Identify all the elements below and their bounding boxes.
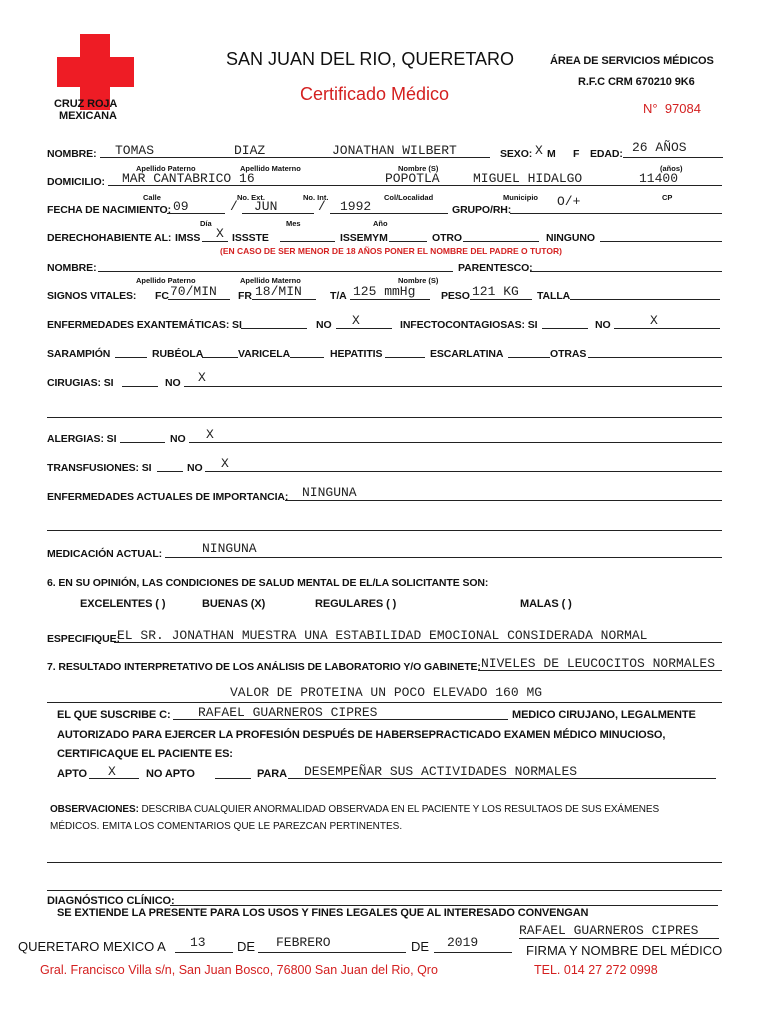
nacimiento-mes[interactable]: JUN (254, 199, 278, 214)
otras-line (588, 357, 722, 358)
firma-label: FIRMA Y NOMBRE DEL MÉDICO (526, 943, 723, 958)
firma-mes-value[interactable]: FEBRERO (276, 935, 331, 950)
edad-label: EDAD: (590, 148, 623, 160)
apto-mark[interactable]: X (108, 764, 116, 779)
sub-anios: (años) (660, 164, 683, 173)
exant-no-mark[interactable]: X (352, 313, 360, 328)
cargo-label: MEDICO CIRUJANO, LEGALMENTE (512, 709, 696, 721)
ta-value[interactable]: 125 mmHg (353, 284, 416, 299)
folio-value: 97084 (664, 101, 701, 116)
infecto-label: INFECTOCONTAGIOSAS: SI (400, 319, 538, 331)
fr-line (252, 299, 316, 300)
excelentes-option[interactable]: EXCELENTES ( ) (80, 598, 166, 610)
imss-label: IMSS (175, 232, 201, 244)
derechohabiente-label: DERECHOHABIENTE AL: (47, 232, 172, 244)
sub-no-ext: No. Ext. (237, 193, 265, 202)
edad-line (623, 157, 723, 158)
fr-value[interactable]: 18/MIN (255, 284, 302, 299)
folio-number (643, 101, 701, 116)
fc-line (168, 299, 230, 300)
transfusiones-no-line (205, 471, 722, 472)
para-value[interactable]: DESEMPEÑAR SUS ACTIVIDADES NORMALES (304, 764, 578, 779)
firma-medico-line (519, 938, 719, 939)
regulares-option[interactable]: REGULARES ( ) (315, 598, 397, 610)
cirugias-label: CIRUGIAS: SI (47, 377, 114, 389)
varicela-line (290, 357, 324, 358)
peso-value[interactable]: 121 KG (472, 284, 519, 299)
peso-label: PESO (441, 290, 470, 302)
grupo-rh-line (510, 213, 722, 214)
folio-label: N° (643, 101, 658, 116)
no-apto-line (215, 778, 251, 779)
sexo-mark[interactable]: X (535, 143, 543, 158)
signos-vitales-label: SIGNOS VITALES: (47, 290, 137, 302)
transfusiones-label: TRANSFUSIONES: SI (47, 462, 152, 474)
municipio-value[interactable]: MIGUEL HIDALGO (473, 171, 583, 186)
escarlatina-line (508, 357, 550, 358)
sub-apellido-paterno: Apellido Paterno (136, 164, 196, 173)
document-title: Certificado Médico (300, 84, 450, 104)
sexo-f-label: F (573, 148, 580, 160)
otro-label: OTRO (432, 232, 462, 244)
org-name-line1: CRUZ ROJA (54, 98, 118, 110)
fc-label: FC (155, 290, 169, 302)
ninguno-label: NINGUNO (546, 232, 595, 244)
sexo-label: SEXO: (500, 148, 533, 160)
observaciones-desc-2: MÉDICOS. EMITA LOS COMENTARIOS QUE LE PAREZCAN PERTINENTES. (50, 821, 403, 832)
parentesco-label: PARENTESCO: (458, 262, 533, 274)
diagnostico-label: DIAGNÓSTICO CLÍNICO: (47, 895, 175, 907)
autorizado-text: AUTORIZADO PARA EJERCER LA PROFESIÓN DESPUÉS DE HABERSEPRACTICADO EXAMEN MÉDICO MINUCIOSO, (57, 729, 666, 741)
nacimiento-anio[interactable]: 1992 (340, 199, 372, 214)
tutor-nombre-line (98, 271, 453, 272)
especifique-value[interactable]: EL SR. JONATHAN MUESTRA UNA ESTABILIDAD EMOCIONAL CONSIDERADA NORMAL (117, 628, 648, 643)
sub-cp: CP (662, 193, 673, 202)
firma-dia-value[interactable]: 13 (190, 935, 206, 950)
medico-suscribe-value[interactable]: RAFAEL GUARNEROS CIPRES (198, 705, 378, 720)
laboratorio-value-2[interactable]: VALOR DE PROTEINA UN POCO ELEVADO 160 MG (230, 685, 543, 700)
infecto-no-mark[interactable]: X (650, 313, 658, 328)
rfc-label: R.F.C CRM 670210 9K6 (578, 76, 695, 88)
buenas-option[interactable]: BUENAS (X) (202, 598, 266, 610)
observaciones-line-1[interactable] (47, 862, 722, 863)
cirugias-si-line (122, 386, 158, 387)
no-apto-label: NO APTO (146, 768, 195, 780)
medicacion-label: MEDICACIÓN ACTUAL: (47, 548, 163, 560)
sub-colonia: Col/Localidad (384, 193, 434, 202)
observaciones-desc: DESCRIBA CUALQUIER ANORMALIDAD OBSERVADA EN EL PACIENTE Y LOS RESULTAOS DE SUS EXÁMENES (138, 804, 660, 815)
tutor-sub-materno: Apellido Materno (240, 276, 301, 285)
medicacion-line (165, 557, 722, 558)
observaciones-label: OBSERVACIONES: (50, 804, 139, 815)
issste-label: ISSSTE (232, 232, 269, 244)
area-label: ÁREA DE SERVICIOS MÉDICOS (550, 55, 714, 67)
suscribe-label: EL QUE SUSCRIBE C: (57, 709, 171, 721)
ta-label: T/A (330, 290, 347, 302)
parentesco-line (530, 271, 722, 272)
issste-line (280, 241, 335, 242)
alergias-label: ALERGIAS: SI (47, 433, 117, 445)
alergias-si-line (120, 442, 165, 443)
medicacion-value[interactable]: NINGUNA (202, 541, 257, 556)
cirugias-no-mark[interactable]: X (198, 370, 206, 385)
laboratorio-value-1[interactable]: NIVELES DE LEUCOCITOS NORMALES (481, 656, 716, 671)
nombres-value[interactable]: JONATHAN WILBERT (332, 143, 457, 158)
firma-anio-value[interactable]: 2019 (447, 935, 479, 950)
grupo-rh-value[interactable]: O/+ (557, 194, 581, 209)
footer-address: Gral. Francisco Villa s/n, San Juan Bosco, 76800 San Juan del Rio, Qro (40, 963, 438, 977)
imss-line (202, 241, 228, 242)
hepatitis-line (385, 357, 425, 358)
otras-label: OTRAS (550, 348, 587, 360)
red-cross-bar (57, 57, 134, 87)
varicela-label: VARICELA (238, 348, 291, 360)
rubeola-label: RUBÉOLA (152, 348, 204, 360)
sub-anio: Año (373, 219, 388, 228)
infecto-no-label: NO (595, 319, 611, 331)
calle-value[interactable]: MAR CANTABRICO 16 (122, 171, 255, 186)
fc-value[interactable]: 70/MIN (170, 284, 217, 299)
escarlatina-label: ESCARLATINA (430, 348, 504, 360)
certifica-text: CERTIFICAQUE EL PACIENTE ES: (57, 748, 233, 760)
salud-mental-question: 6. EN SU OPINIÓN, LAS CONDICIONES DE SALUD MENTAL DE EL/LA SOLICITANTE SON: (47, 577, 489, 589)
nacimiento-label: FECHA DE NACIMIENTO: (47, 204, 172, 216)
enfermedades-actuales-value[interactable]: NINGUNA (302, 485, 357, 500)
observaciones-line-2[interactable] (47, 890, 722, 891)
diagnostico-line[interactable] (170, 905, 718, 906)
firma-anio-line (434, 952, 512, 953)
infecto-si-line (542, 328, 588, 329)
sub-no-int: No. Int. (303, 193, 329, 202)
exant-no-label: NO (316, 319, 332, 331)
apellido-paterno-value[interactable]: TOMAS (115, 143, 155, 158)
rubeola-line (202, 357, 238, 358)
nombre-label: NOMBRE: (47, 148, 97, 160)
laboratorio-label: 7. RESULTADO INTERPRETATIVO DE LOS ANÁLISIS DE LABORATORIO Y/O GABINETE: (47, 661, 481, 673)
firma-mes-line (258, 952, 406, 953)
exant-si-line (241, 328, 307, 329)
enfermedades-actuales-label: ENFERMEDADES ACTUALES DE IMPORTANCIA: (47, 491, 289, 503)
sep-2: / (318, 199, 326, 214)
ta-line (350, 299, 430, 300)
enfermedades-actuales-extra-line (47, 530, 722, 531)
sexo-m-label: M (547, 148, 556, 160)
hepatitis-label: HEPATITIS (330, 348, 383, 360)
lugar-label: QUERETARO MEXICO A (18, 939, 166, 954)
cirugias-no-line (184, 386, 722, 387)
cirugias-no-label: NO (165, 377, 181, 389)
alergias-no-mark[interactable]: X (206, 427, 214, 442)
cp-value[interactable]: 11400 (639, 171, 679, 186)
alergias-no-label: NO (170, 433, 186, 445)
tutor-note: (EN CASO DE SER MENOR DE 18 AÑOS PONER EL NOMBRE DEL PADRE O TUTOR) (220, 246, 562, 256)
observaciones-text (50, 804, 659, 815)
talla-line (570, 299, 720, 300)
sub-mes: Mes (286, 219, 301, 228)
issemym-line (389, 241, 427, 242)
nacimiento-dia[interactable]: 09 (173, 199, 189, 214)
edad-value[interactable]: 26 AÑOS (632, 140, 687, 155)
mes-line (242, 213, 314, 214)
grupo-rh-label: GRUPO/RH: (452, 204, 512, 216)
imss-mark[interactable]: X (216, 226, 224, 241)
otro-line (463, 241, 539, 242)
location-title: SAN JUAN DEL RIO, QUERETARO (226, 49, 515, 69)
exant-no-line (336, 328, 392, 329)
extiende-text: SE EXTIENDE LA PRESENTE PARA LOS USOS Y FINES LEGALES QUE AL INTERESADO CONVENGAN (57, 907, 589, 919)
transfusiones-no-label: NO (187, 462, 203, 474)
ninguno-line (600, 241, 722, 242)
para-label: PARA (257, 768, 287, 780)
cirugias-extra-line (47, 417, 722, 418)
org-name-line2: MEXICANA (59, 110, 117, 122)
sub-apellido-materno: Apellido Materno (240, 164, 301, 173)
footer-phone: TEL. 014 27 272 0998 (534, 963, 658, 977)
laboratorio-line-2 (47, 702, 722, 703)
sub-calle: Calle (143, 193, 161, 202)
firma-dia-line (175, 952, 233, 953)
infecto-no-line (614, 328, 720, 329)
tutor-sub-nombres: Nombre (S) (398, 276, 439, 285)
especifique-label: ESPECIFIQUE: (47, 633, 120, 645)
domicilio-label: DOMICILIO: (47, 176, 105, 188)
fr-label: FR (238, 290, 252, 302)
sub-nombres: Nombre (S) (398, 164, 439, 173)
malas-option[interactable]: MALAS ( ) (520, 598, 572, 610)
sep-1: / (230, 199, 238, 214)
peso-line (470, 299, 532, 300)
colonia-value[interactable]: POPOTLA (385, 171, 440, 186)
sub-municipio: Municipio (503, 193, 538, 202)
transfusiones-no-mark[interactable]: X (221, 456, 229, 471)
alergias-no-line (189, 442, 722, 443)
sub-dia: Día (200, 219, 212, 228)
exantematicas-label: ENFERMEDADES EXANTEMÁTICAS: SI (47, 319, 242, 331)
de-label-2: DE (411, 939, 430, 954)
sarampion-label: SARAMPIÓN (47, 348, 111, 360)
firma-medico-value[interactable]: RAFAEL GUARNEROS CIPRES (519, 923, 699, 938)
transfusiones-si-line (157, 471, 183, 472)
apellido-materno-value[interactable]: DIAZ (234, 143, 266, 158)
tutor-sub-paterno: Apellido Paterno (136, 276, 196, 285)
enfermedades-actuales-line (285, 500, 722, 501)
tutor-nombre-label: NOMBRE: (47, 262, 97, 274)
issemym-label: ISSEMYM (340, 232, 388, 244)
talla-label: TALLA (537, 290, 571, 302)
de-label-1: DE (237, 939, 256, 954)
apto-label: APTO (57, 768, 87, 780)
sarampion-line (115, 357, 147, 358)
